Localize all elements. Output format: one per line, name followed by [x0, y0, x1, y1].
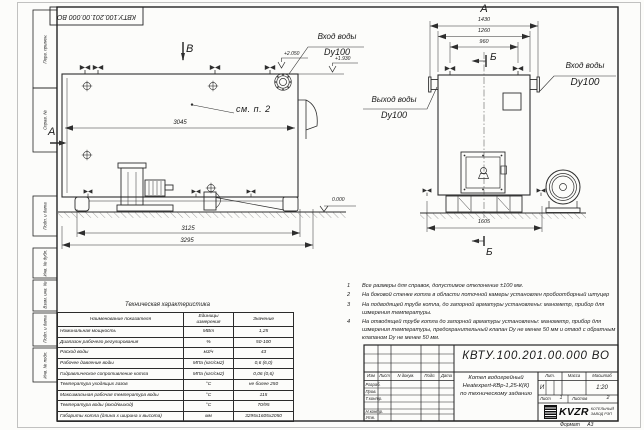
tech-col-name: Наименование показателя: [58, 313, 184, 327]
view-mark-v: В: [186, 43, 194, 55]
frame-label-podp-data-2: Подп. и дата: [42, 315, 48, 343]
outlet-label-side: Выход воды: [371, 95, 417, 104]
tech-table: [57, 312, 294, 422]
tech-table-title: Техническая характеристика: [125, 302, 210, 308]
table-row: Температура уходящих газов °С не более 250: [58, 379, 294, 390]
boiler-side-view: [50, 42, 437, 249]
company-logo: [540, 404, 618, 419]
product-name-line3: по техническому заданию: [460, 391, 532, 397]
table-row: Температура воды (вход/выход) °С 70/95: [58, 401, 294, 412]
section-mark-b-top: Б: [490, 52, 497, 63]
sheet-value: 1: [559, 395, 563, 401]
company-name: КОТЕЛЬНЫЙ ЗАВОД РЭП: [590, 407, 614, 416]
top-doc-number-stamp: КВТУ.100.201.00.000 ВО: [56, 13, 137, 20]
dim-1430: 1430: [477, 17, 491, 23]
dim-3045: 3045: [173, 120, 187, 126]
lit-value: И: [539, 385, 545, 391]
frame-label-perv-primen: Перв. примен.: [42, 34, 48, 64]
table-row: Гидравлическое сопротивление котла МПа (кгс/см2) 0,06 (0,6): [58, 369, 294, 380]
massa-header: Масса: [567, 373, 581, 378]
kvzr-logo-text: KVZR: [558, 405, 589, 418]
dim-3125: 3125: [181, 226, 195, 232]
kvzr-logo-icon: [544, 405, 557, 419]
dim-960: 960: [479, 38, 489, 45]
col-data: Дата: [440, 373, 453, 378]
frame-label-inv-dubl: Инв. № дубл.: [42, 249, 48, 277]
col-izm: Изм: [367, 373, 375, 378]
list-item: 4 На отводящей трубе котла до запорной арматуры установлены: манометр, прибор для измерения температуры, предохранительный клапан Dу не менее 50 мм и отвод с обратным клапаном Dу не менее 50 мм.: [347, 319, 616, 342]
dim-1605: 1605: [477, 219, 491, 225]
dim-3295: 3295: [180, 238, 194, 244]
table-row: Номинальная мощность МВт 1,25: [58, 327, 294, 338]
tech-col-unit: Единицы измерения: [184, 313, 234, 327]
list-item: 3 На подводящей трубе котла, до запорной арматуры установлены: манометр, прибор для измерения температуры.: [347, 301, 605, 316]
level-mark-1930: +1.930: [335, 56, 351, 62]
level-mark-0000: 0.000: [332, 197, 345, 203]
list-item: 1 Все размеры для справок, допустимое отклонение ±100 мм.: [347, 283, 524, 289]
frame-label-podp-data-1: Подп. и дата: [42, 202, 48, 230]
sheet-label: Лист: [540, 395, 551, 401]
inlet-dn-front: Dy100: [570, 77, 600, 88]
dim-1260: 1260: [477, 28, 491, 34]
notes-list: [347, 283, 623, 345]
table-row: Рабочее давление воды МПа (кгс/см2) 0,6 (6,0): [58, 358, 294, 369]
table-row: Диапазон рабочего регулирования % 50-100: [58, 337, 294, 348]
lit-header: Лит.: [545, 373, 555, 378]
format-label: Формат А3: [560, 421, 594, 428]
section-mark-b-bottom: Б: [486, 247, 493, 258]
frame-label-inv-podl: Инв. № подл.: [42, 351, 48, 379]
title-block-doc-number: КВТУ.100.201.00.000 ВО: [462, 350, 610, 362]
list-item: 2 На боковой стенке котла в области поточной камеры установлен пробоотборный штуцер: [347, 292, 610, 299]
row-razrab: Разраб.: [365, 381, 381, 387]
table-row: Габариты котла (длина х ширина х высота) мм 3295х1605х2050: [58, 411, 294, 422]
row-prov: Пров.: [365, 388, 377, 394]
masshtab-header: Масштаб: [592, 373, 612, 378]
col-podp: Подп.: [424, 373, 436, 378]
sheets-label: Листов: [572, 395, 588, 401]
product-name-line2: Heatexpert-КВр-1,25-К(К): [462, 383, 530, 389]
view-mark-a-front: А: [480, 3, 488, 15]
col-list: Лист: [379, 373, 390, 378]
boiler-front-view: [420, 21, 616, 246]
row-tkontr: Т.контр.: [365, 395, 383, 401]
inlet-label-side: Вход воды: [317, 32, 357, 41]
outlet-dn-side: Dy100: [380, 110, 407, 120]
row-nkontr: Н.контр.: [365, 409, 384, 414]
inlet-label-front: Вход воды: [565, 61, 605, 70]
note-reference: см. п. 2: [236, 104, 271, 114]
sheets-value: 2: [606, 395, 610, 401]
table-row: Расход воды м3/ч 43: [58, 348, 294, 359]
frame-label-vzam-inv: Взам. инв. №: [42, 281, 48, 309]
masshtab-value: 1:20: [596, 385, 608, 391]
product-name-line1: Котел водогрейный: [468, 375, 524, 381]
inlet-dn-side: Dy100: [323, 47, 350, 57]
level-mark-2050: +2.050: [284, 51, 300, 57]
col-docum: N докум.: [397, 373, 415, 378]
table-row: Максимальная рабочая температура воды °С 115: [58, 390, 294, 401]
view-mark-a-side: А: [48, 126, 56, 138]
tech-col-value: Значение: [234, 313, 294, 327]
frame-label-sprav-no: Справ. №: [42, 110, 48, 130]
row-utv: Утв.: [365, 414, 376, 420]
